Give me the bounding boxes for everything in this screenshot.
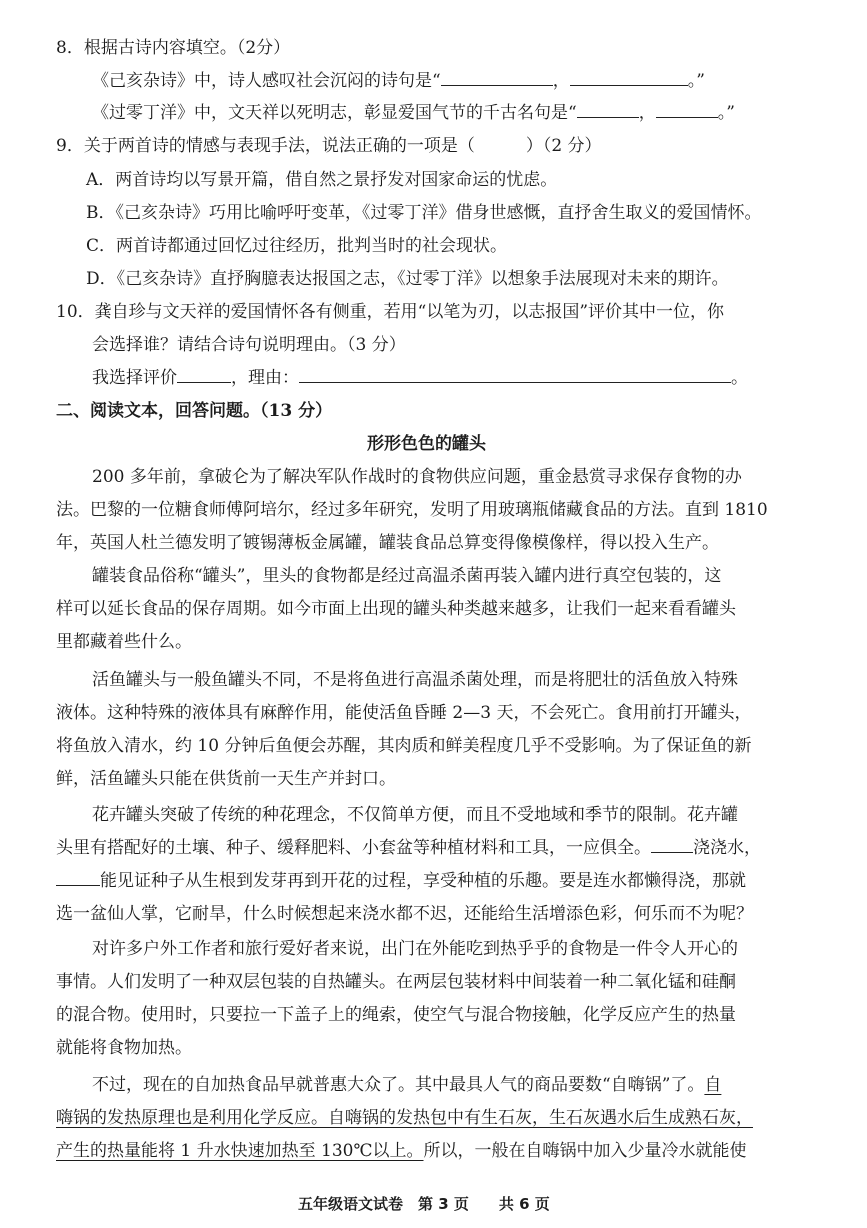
q10-answer-line — [92, 366, 748, 390]
q8-line2-prefix: 《过零丁洋》中，文天祥以死明志，彰显爱国气节的千古名句是“ — [92, 103, 577, 123]
p6-underlined-end: 产生的热量能将 1 升水快速加热至 130℃以上。 — [56, 1141, 424, 1161]
q8-line1-mid: ， — [552, 71, 570, 91]
p3-line-2: 液体。这种特殊的液体具有麻醉作用，能使活鱼昏睡 2—3 天，不会死亡。食用前打开罐头， — [56, 703, 752, 723]
q8-stem: 8．根据古诗内容填空。（2分） — [56, 38, 291, 58]
q10-choice-blank[interactable] — [177, 368, 231, 383]
p5-line-1: 对许多户外工作者和旅行爱好者来说，出门在外能吃到热乎乎的食物是一件令人开心的 — [92, 939, 738, 959]
q8-blank-1[interactable] — [441, 71, 553, 86]
p4-line-4: 选一盆仙人掌，它耐旱，什么时候想起来浇水都不迟，还能给生活增添色彩，何乐而不为呢？ — [56, 904, 753, 924]
q8-line2-end: 。” — [717, 103, 735, 123]
p6-line-3 — [56, 1139, 747, 1163]
q10-reason-blank[interactable] — [299, 368, 731, 383]
q10-answer-mid: ，理由： — [231, 368, 299, 388]
p4-line-2-text: 头里有搭配好的土壤、种子、缓释肥料、小套盆等种植材料和工具，一应俱全。 — [56, 838, 651, 858]
q10-answer-prefix: 我选择评价 — [92, 368, 177, 388]
p1-line-2: 法。巴黎的一位糖食师傅阿培尔，经过多年研究，发明了用玻璃瓶储藏食品的方法。直到 1810 — [56, 500, 768, 520]
p6-underlined-start: 自 — [704, 1075, 722, 1095]
p4-blank-2[interactable] — [56, 871, 100, 886]
q8-line1-end: 。” — [687, 71, 705, 91]
p5-line-2: 事情。人们发明了一种双层包装的自热罐头。在两层包装材料中间装着一种二氧化锰和硅酮 — [56, 972, 736, 992]
p4-line-2 — [56, 836, 761, 860]
q9-option-c[interactable]: C．两首诗都通过回忆过往经历，批判当时的社会现状。 — [86, 236, 508, 256]
q8-line1 — [92, 69, 705, 93]
q8-blank-4[interactable] — [656, 103, 718, 118]
p2-line-1: 罐装食品俗称“罐头”，里头的食物都是经过高温杀菌再装入罐内进行真空包装的，这 — [92, 566, 722, 586]
p3-line-1: 活鱼罐头与一般鱼罐头不同，不是将鱼进行高温杀菌处理，而是将肥壮的活鱼放入特殊 — [92, 670, 738, 690]
p3-line-3: 将鱼放入清水，约 10 分钟后鱼便会苏醒，其肉质和鲜美程度几乎不受影响。为了保证鱼的新 — [56, 736, 752, 756]
q10-stem-1: 10．龚自珍与文天祥的爱国情怀各有侧重，若用“以笔为刃，以志报国”评价其中一位，你 — [56, 302, 725, 322]
page-footer: 五年级语文试卷 第 3 页 共 6 页 — [298, 1195, 550, 1213]
p6-line-2: 嗨锅的发热原理也是利用化学反应。自嗨锅的发热包中有生石灰，生石灰遇水后生成熟石灰， — [56, 1108, 753, 1128]
p6-line-3-rest: 所以，一般在自嗨锅中加入少量冷水就能使 — [423, 1141, 747, 1161]
q10-stem-2: 会选择谁？请结合诗句说明理由。（3 分） — [92, 335, 406, 355]
p2-line-2: 样可以延长食品的保存周期。如今市面上出现的罐头种类越来越多，让我们一起来看看罐头 — [56, 599, 736, 619]
p5-line-4: 就能将食物加热。 — [56, 1038, 192, 1058]
p1-line-3: 年，英国人杜兰德发明了镀锡薄板金属罐，罐装食品总算变得像模像样，得以投入生产。 — [56, 533, 719, 553]
p4-line-3 — [56, 869, 746, 893]
p4-blank-1[interactable] — [651, 838, 693, 853]
p5-line-3: 的混合物。使用时，只要拉一下盖子上的绳索，使空气与混合物接触，化学反应产生的热量 — [56, 1005, 736, 1025]
p4-line-2-end: 浇浇水， — [693, 838, 761, 858]
p1-line-1: 200 多年前，拿破仑为了解决军队作战时的食物供应问题，重金悬赏寻求保存食物的办 — [92, 467, 742, 487]
q8-line1-prefix: 《己亥杂诗》中，诗人感叹社会沉闷的诗句是“ — [92, 71, 441, 91]
article-title: 形形色色的罐头 — [367, 434, 486, 454]
q8-line2 — [92, 101, 735, 125]
p2-line-3: 里都藏着些什么。 — [56, 632, 192, 652]
q8-blank-3[interactable] — [577, 103, 639, 118]
q9-option-d[interactable]: D．《己亥杂诗》直抒胸臆表达报国之志，《过零丁洋》以想象手法展现对未来的期许。 — [86, 269, 729, 289]
p6-line-1-text: 不过，现在的自加热食品早就普惠大众了。其中最具人气的商品要数“自嗨锅”了。 — [92, 1075, 705, 1095]
q8-blank-2[interactable] — [570, 71, 688, 86]
q9-stem: 9．关于两首诗的情感与表现手法，说法正确的一项是（ ）（2 分） — [56, 136, 602, 156]
q8-line2-mid: ， — [638, 103, 656, 123]
p4-line-3-text: 能见证种子从生根到发芽再到开花的过程，享受种植的乐趣。要是连水都懒得浇，那就 — [100, 871, 746, 891]
p4-line-1: 花卉罐头突破了传统的种花理念，不仅简单方便，而且不受地域和季节的限制。花卉罐 — [92, 805, 738, 825]
q9-option-a[interactable]: A．两首诗均以写景开篇，借自然之景抒发对国家命运的忧虑。 — [86, 170, 558, 190]
q10-answer-end: 。 — [731, 368, 748, 388]
p6-line-1 — [92, 1073, 721, 1097]
p3-line-4: 鲜，活鱼罐头只能在供货前一天生产并封口。 — [56, 769, 396, 789]
q9-option-b[interactable]: B．《己亥杂诗》巧用比喻呼吁变革，《过零丁洋》借身世感慨，直抒舍生取义的爱国情怀。 — [86, 203, 762, 223]
section2-heading: 二、阅读文本，回答问题。（13 分） — [56, 401, 333, 421]
